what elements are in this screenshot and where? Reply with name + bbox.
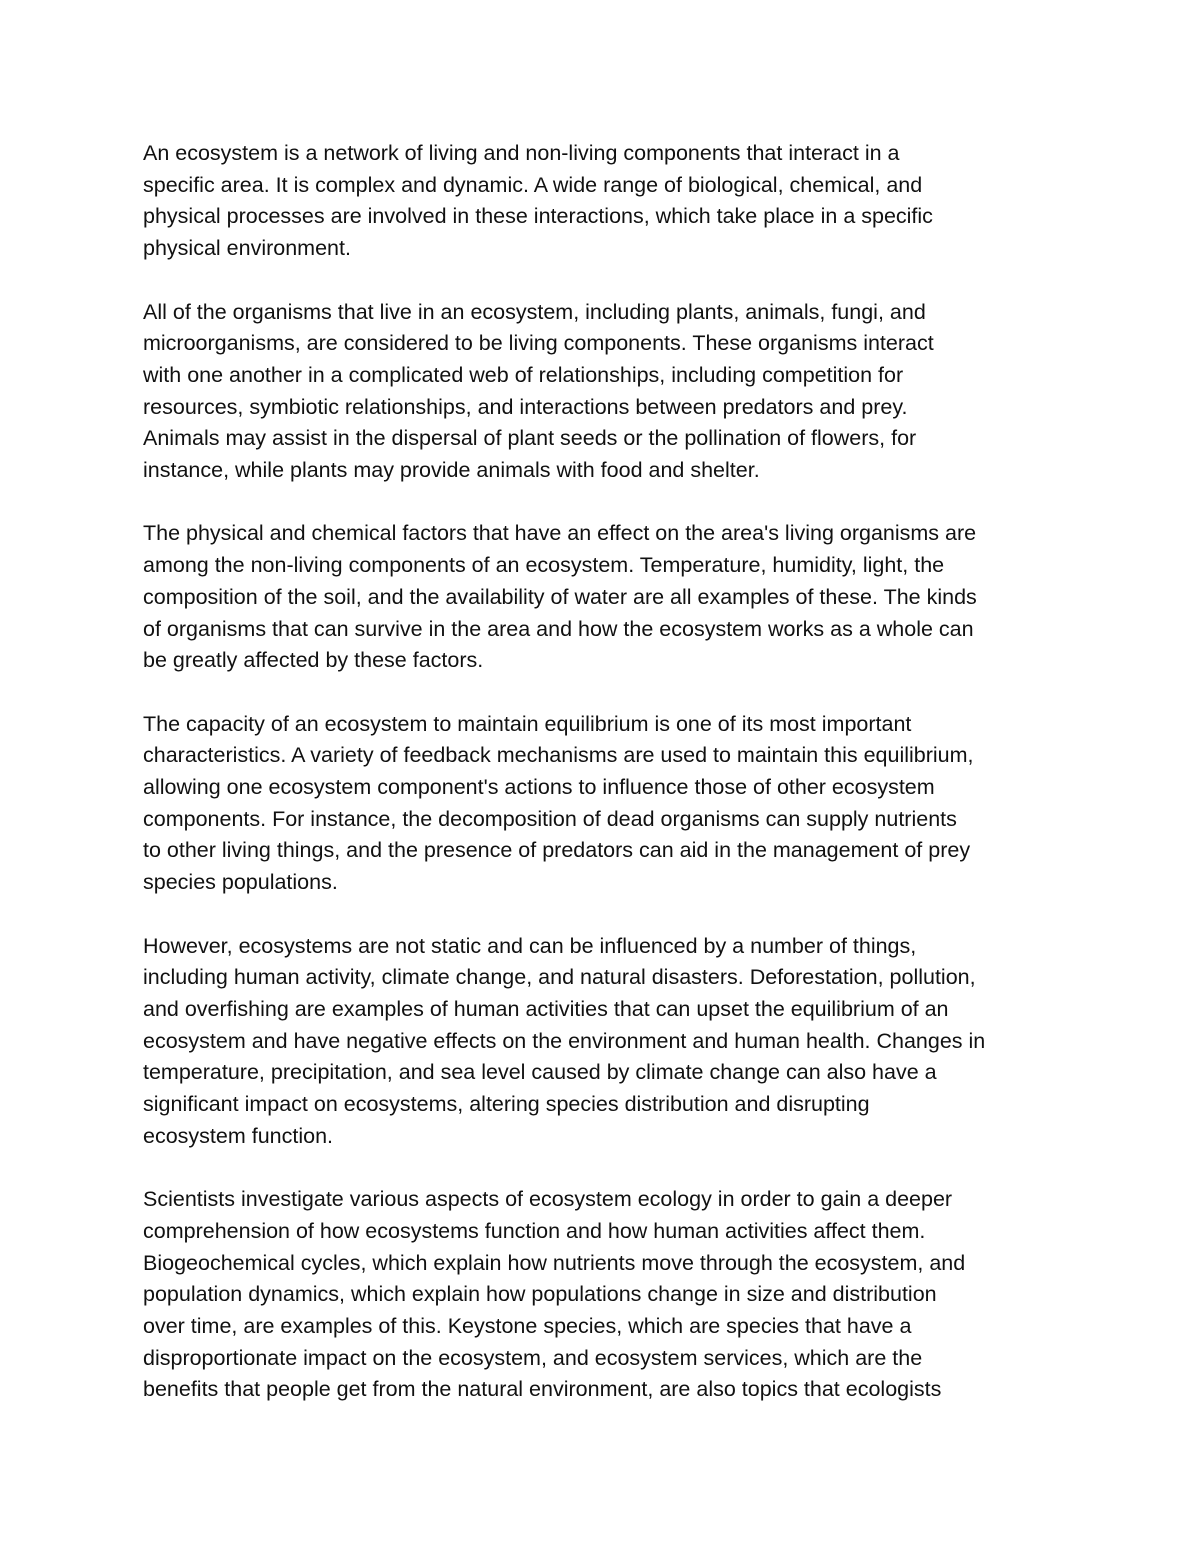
text-line: over time, are examples of this. Keystone species, which are species that have a	[143, 1313, 912, 1338]
text-line: resources, symbiotic relationships, and interactions between predators and prey.	[143, 394, 908, 419]
text-line: be greatly affected by these factors.	[143, 648, 484, 673]
text-line: microorganisms, are considered to be living components. These organisms interact	[143, 331, 934, 356]
text-line: species populations.	[143, 870, 338, 895]
text-line: among the non-living components of an ecosystem. Temperature, humidity, light, the	[143, 553, 945, 578]
text-line: disproportionate impact on the ecosystem, and ecosystem services, which are the	[143, 1345, 923, 1370]
text-line: characteristics. A variety of feedback mechanisms are used to maintain this equilibrium,	[143, 743, 974, 768]
text-line: ecosystem function.	[143, 1123, 334, 1148]
text-line: instance, while plants may provide animals with food and shelter.	[143, 458, 760, 483]
paragraph-human-impact	[143, 931, 1078, 1153]
text-line: specific area. It is complex and dynamic. A wide range of biological, chemical, and	[143, 172, 923, 197]
text-line: physical environment.	[143, 236, 351, 261]
paragraph-ecosystem-definition	[143, 138, 1078, 265]
text-line: All of the organisms that live in an ecosystem, including plants, animals, fungi, and	[143, 299, 926, 324]
text-line: physical processes are involved in these interactions, which take place in a specific	[143, 204, 933, 229]
text-line: population dynamics, which explain how populations change in size and distribution	[143, 1282, 937, 1307]
text-line: to other living things, and the presence of predators can aid in the management of prey	[143, 838, 971, 863]
paragraph-equilibrium	[143, 709, 1078, 899]
text-line: The capacity of an ecosystem to maintain equilibrium is one of its most important	[143, 711, 912, 736]
text-line: of organisms that can survive in the area and how the ecosystem works as a whole can	[143, 616, 974, 641]
document-body	[143, 138, 1078, 1438]
paragraph-living-components	[143, 297, 1078, 487]
text-line: significant impact on ecosystems, altering species distribution and disrupting	[143, 1092, 870, 1117]
text-line: including human activity, climate change, and natural disasters. Deforestation, pollution,	[143, 965, 976, 990]
text-line: and overfishing are examples of human activities that can upset the equilibrium of an	[143, 996, 949, 1021]
text-line: However, ecosystems are not static and can be influenced by a number of things,	[143, 933, 917, 958]
text-line: benefits that people get from the natural environment, are also topics that ecologists	[143, 1377, 942, 1402]
text-line: Scientists investigate various aspects of ecosystem ecology in order to gain a deeper	[143, 1187, 953, 1212]
paragraph-non-living-components	[143, 518, 1078, 677]
text-line: components. For instance, the decomposition of dead organisms can supply nutrients	[143, 806, 957, 831]
text-line: temperature, precipitation, and sea level caused by climate change can also have a	[143, 1060, 937, 1085]
text-line: comprehension of how ecosystems function and how human activities affect them.	[143, 1218, 926, 1243]
text-line: ecosystem and have negative effects on the environment and human health. Changes in	[143, 1028, 986, 1053]
text-line: Animals may assist in the dispersal of plant seeds or the pollination of flowers, for	[143, 426, 917, 451]
text-line: allowing one ecosystem component's actions to influence those of other ecosystem	[143, 775, 935, 800]
text-line: The physical and chemical factors that have an effect on the area's living organisms are	[143, 521, 977, 546]
text-line: composition of the soil, and the availability of water are all examples of these. The kinds	[143, 584, 977, 609]
text-line: An ecosystem is a network of living and non-living components that interact in a	[143, 141, 900, 165]
text-line: with one another in a complicated web of relationships, including competition for	[143, 362, 904, 387]
paragraph-ecosystem-ecology-research	[143, 1184, 1078, 1406]
text-line: Biogeochemical cycles, which explain how nutrients move through the ecosystem, and	[143, 1250, 966, 1275]
